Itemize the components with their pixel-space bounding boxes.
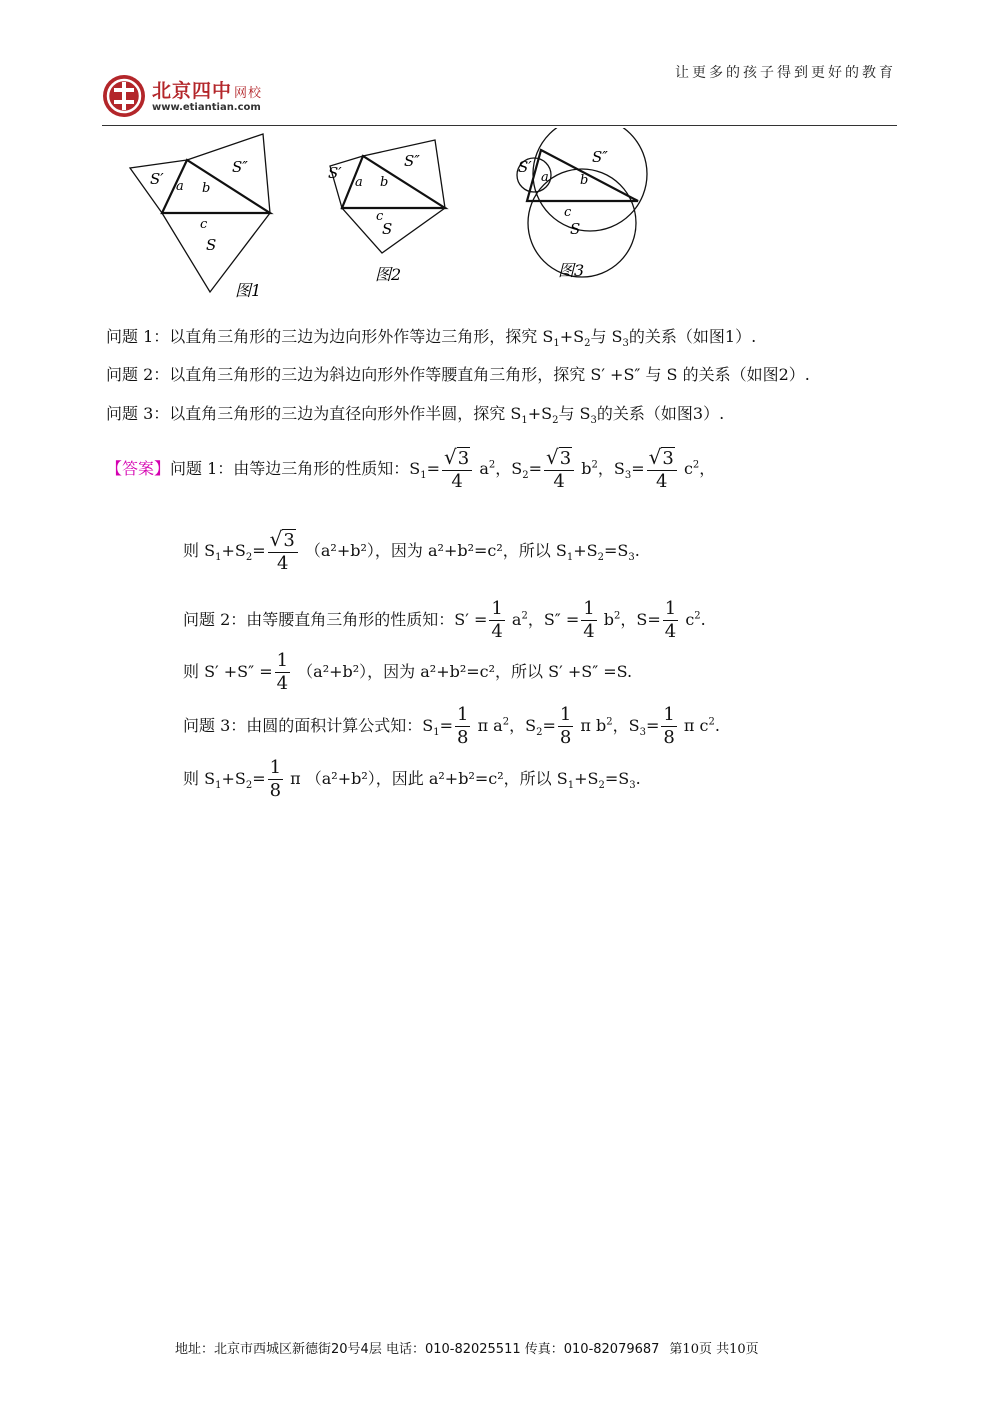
logo-sub: 网校 xyxy=(234,86,263,101)
logo-name: 北京四中 xyxy=(152,80,233,102)
answer-q3: 问题 3：由圆的面积计算公式知：$S_1=$ $\frac{1}{8}$ π $a^2$，$S_2=$ $\frac{1}{8}$ π $b^2$，$S_3=$ $\frac{1}{8}$ π $c^2$. xyxy=(183,704,720,748)
answer-q2-conclusion: 则 S′ +S″ = $\frac{1}{4}$ （a²+b²），因为 a²+b²=c²，所以 S′ +S″ =S. xyxy=(183,650,633,694)
fig3-s: S xyxy=(570,220,581,238)
fig1-s: S xyxy=(206,236,217,254)
fig2-s-prime: S′ xyxy=(328,164,342,182)
question-1: 问题 1：以直角三角形的三边为边向形外作等边三角形，探究 $S_1+S_2$与 $S_3$的关系（如图1）. xyxy=(106,327,757,350)
fig3-b: b xyxy=(580,173,589,188)
school-logo xyxy=(102,74,302,120)
answer-q2: 问题 2：由等腰直角三角形的性质知：S′ = $\frac{1}{4}$ $a^2$，S″ = $\frac{1}{4}$ $b^2$，S= $\frac{1}{4}$ $c^2$. xyxy=(183,598,706,642)
geometry-figures xyxy=(120,128,680,308)
fig3-c: c xyxy=(564,205,572,220)
fig1-b: b xyxy=(202,181,211,196)
question-2: 问题 2：以直角三角形的三边为斜边向形外作等腰直角三角形，探究 S′ +S″ 与 S 的关系（如图2）. xyxy=(106,365,810,384)
fig3-s-prime: S′ xyxy=(518,158,532,176)
answer-q1: 【答案】问题 1：由等边三角形的性质知：$S_1=$ $\frac{√3}{4}$ $a^2$，$S_2=$ $\frac{√3}{4}$ $b^2$，$S_3=$ $\frac{√3}{4}$ $c^2$， xyxy=(106,445,716,492)
fig1-s-dprime: S″ xyxy=(232,158,248,176)
fig1-c: c xyxy=(200,217,208,232)
logo-seal-icon xyxy=(102,74,146,118)
question-3: 问题 3：以直角三角形的三边为直径向形外作半圆，探究 $S_1+S_2$与 $S_3$的关系（如图3）. xyxy=(106,404,725,427)
header-slogan: 让更多的孩子得到更好的教育 xyxy=(675,65,896,81)
fig1-a: a xyxy=(176,179,184,194)
fig3-a: a xyxy=(541,170,549,185)
fig3-s-dprime: S″ xyxy=(592,148,608,166)
fig2-label: 图2 xyxy=(375,265,402,284)
fig3-label: 图3 xyxy=(558,261,585,280)
fig2-a: a xyxy=(355,175,363,190)
header-divider xyxy=(102,125,897,126)
fig2-c: c xyxy=(376,209,384,224)
footer-page-number: 第10页 共10页 xyxy=(669,1342,759,1357)
fig1-s-prime: S′ xyxy=(150,170,164,188)
fig2-s: S xyxy=(382,220,393,238)
logo-url: www.etiantian.com xyxy=(152,102,261,113)
footer-address: 地址：北京市西城区新德街20号4层 电话：010-82025511 传真：010-82079687 xyxy=(175,1342,660,1357)
figure-1 xyxy=(130,134,270,292)
fig2-b: b xyxy=(380,175,389,190)
answer-tag: 【答案】 xyxy=(106,459,171,478)
fig2-s-dprime: S″ xyxy=(404,152,420,170)
figure-3 xyxy=(517,128,647,277)
answer-q3-conclusion: 则 $S_1+S_2=$ $\frac{1}{8}$ π （a²+b²），因此 a²+b²=c²，所以 $S_1+S_2=S_3$. xyxy=(183,757,641,801)
fig1-label: 图1 xyxy=(235,281,262,300)
footer xyxy=(175,1338,759,1357)
answer-q1-conclusion: 则 $S_1+S_2=$ $\frac{√3}{4}$ （a²+b²），因为 a²+b²=c²，所以 $S_1+S_2=S_3$. xyxy=(183,527,640,574)
